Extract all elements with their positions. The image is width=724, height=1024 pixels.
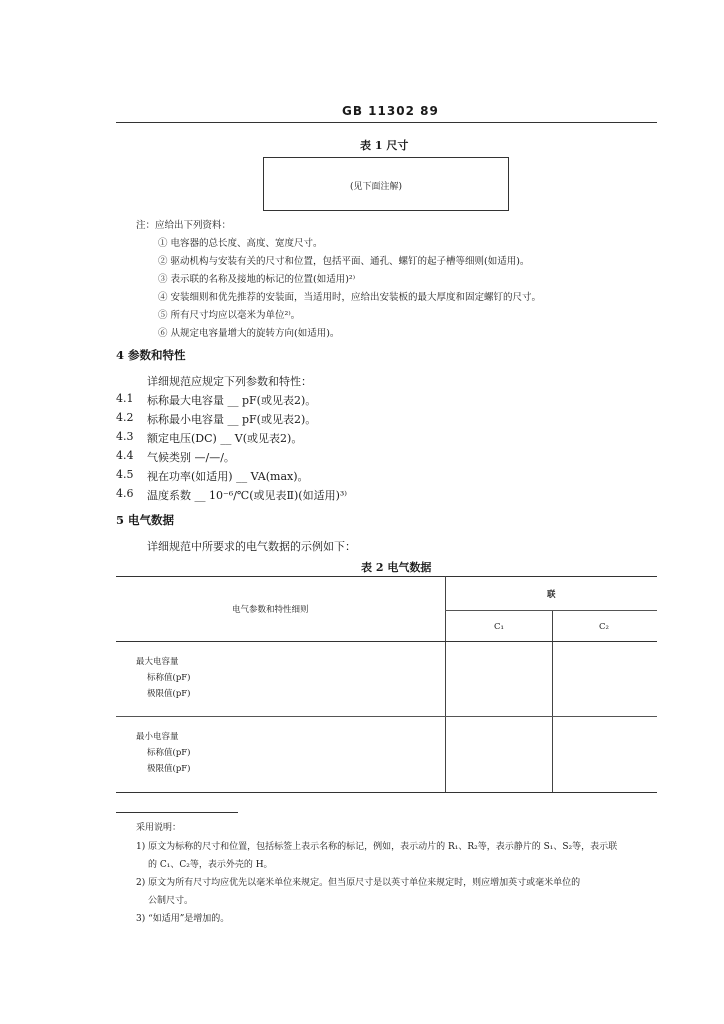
footnote-line: 3) “如适用”是增加的。	[136, 914, 230, 924]
header-rule	[116, 122, 657, 123]
table2-row-sub: 标称值(pF)	[147, 673, 191, 683]
note-item: ⑤ 所有尺寸均应以毫米为单位²⁾。	[158, 310, 301, 321]
clause-number: 4.4	[116, 449, 134, 462]
section5-heading: 5 电气数据	[116, 513, 175, 527]
clause-number: 4.5	[116, 468, 134, 481]
note-item: ① 电容器的总长度、高度、宽度尺寸。	[158, 238, 323, 249]
section5-intro: 详细规范中所要求的电气数据的示例如下：	[147, 540, 356, 553]
clause-number: 4.1	[116, 392, 134, 405]
table2-title: 表 2 电气数据	[361, 561, 432, 574]
table2-divider	[552, 610, 553, 792]
table2-row-sub: 标称值(pF)	[147, 748, 191, 758]
table1-title: 表 1 尺寸	[360, 139, 409, 152]
clause-text: 标称最小电容量 __ pF(或见表2)。	[147, 413, 317, 426]
table1-box-text: (见下面注解)	[350, 182, 403, 192]
page-header: GB 11302 89	[342, 104, 439, 118]
clause-number: 4.6	[116, 487, 134, 500]
note-item: ④ 安装细则和优先推荐的安装面，当适用时，应给出安装板的最大厚度和固定螺钉的尺寸。	[158, 292, 542, 303]
footnotes-head: 采用说明：	[136, 823, 182, 833]
clause-text: 标称最大电容量 __ pF(或见表2)。	[147, 394, 317, 407]
clause-text: 视在功率(如适用) __ VA(max)。	[147, 470, 309, 483]
clause-text: 温度系数 __ 10⁻⁶/℃(或见表Ⅱ)(如适用)³⁾	[147, 489, 347, 502]
note-item: ③ 表示联的名称及接地的标记的位置(如适用)²⁾	[158, 274, 356, 285]
note-item: ⑥ 从规定电容量增大的旋转方向(如适用)。	[158, 328, 340, 339]
section4-intro: 详细规范应规定下列参数和特性：	[147, 375, 312, 388]
clause-text: 额定电压(DC) __ V(或见表2)。	[147, 432, 303, 445]
table2-row-label: 最大电容量	[136, 657, 179, 667]
table2-divider	[445, 576, 446, 792]
table2-rule	[445, 610, 657, 611]
table2-row-label: 最小电容量	[136, 732, 179, 742]
table2-row-sub: 极限值(pF)	[147, 764, 191, 774]
table2-rule	[116, 716, 657, 717]
clause-number: 4.3	[116, 430, 134, 443]
footnote-line: 1) 原文为标称的尺寸和位置，包括标签上表示名称的标记，例如，表示动片的 R₁、R₂等，表示静片的 S₁、S₂等，表示联	[136, 842, 618, 852]
clause-text: 气候类别 —/—/。	[147, 451, 235, 464]
footnote-rule	[116, 812, 238, 813]
table2-col-header: 电气参数和特性细则	[232, 605, 309, 615]
notes-head: 注：应给出下列资料：	[136, 220, 232, 231]
table2-rule	[116, 641, 657, 642]
table2-sub-header: C₂	[599, 622, 609, 632]
clause-number: 4.2	[116, 411, 134, 424]
table2-sub-header: C₁	[494, 622, 504, 632]
footnote-line: 2) 原文为所有尺寸均应优先以毫米单位来规定。但当原尺寸是以英寸单位来规定时，则应增加英寸或毫米单位的	[136, 878, 581, 888]
footnote-line: 公制尺寸。	[148, 896, 194, 906]
table2-group-header: 联	[547, 590, 556, 600]
table2-row-sub: 极限值(pF)	[147, 689, 191, 699]
footnote-line: 的 C₁、C₂等，表示外壳的 H。	[148, 860, 273, 870]
note-item: ② 驱动机构与安装有关的尺寸和位置，包括平面、通孔、螺钉的起子槽等细则(如适用)。	[158, 256, 530, 267]
table2-top-rule	[116, 576, 657, 577]
table2-bottom-rule	[116, 792, 657, 793]
section4-heading: 4 参数和特性	[116, 348, 186, 362]
